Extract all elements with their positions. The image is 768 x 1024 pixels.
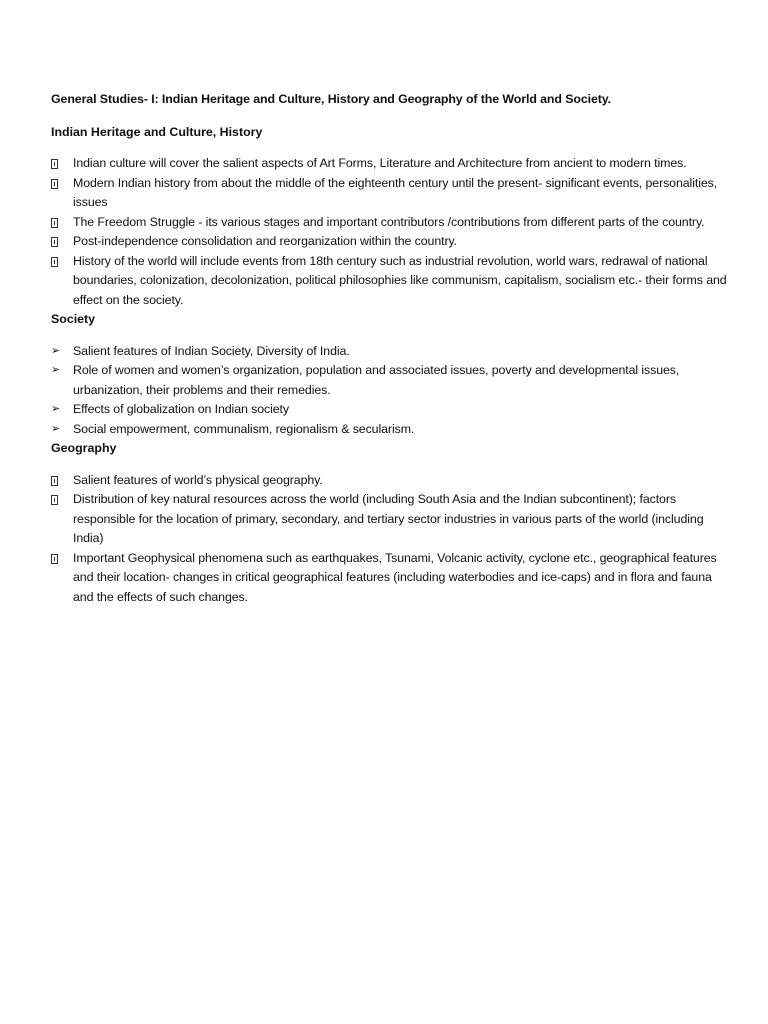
list-item-text: Role of women and women’s organization, population and associated issues, poverty and developmental issues, urbanization, their problems and their remedies. — [73, 363, 680, 397]
box-bullet-icon — [51, 174, 65, 196]
list-item — [51, 174, 728, 213]
list-item — [51, 420, 728, 440]
list-item-text: Distribution of key natural resources across the world (including South Asia and the Indian subcontinent); factors responsible for the location of primary, secondary, and tertiary sector industries in various parts of the world (including India) — [73, 492, 704, 545]
list-item — [51, 213, 728, 233]
list-item — [51, 490, 728, 549]
list-item — [51, 400, 728, 420]
box-bullet-icon — [51, 549, 65, 571]
section-heading-geography: Geography — [51, 441, 117, 455]
box-bullet-icon — [51, 232, 65, 254]
list-item — [51, 471, 728, 491]
list-item — [51, 232, 728, 252]
list-item-text: Salient features of world’s physical geography. — [73, 472, 323, 487]
society-list — [51, 342, 728, 440]
box-bullet-icon — [51, 490, 65, 512]
arrowhead-bullet-icon: ➢ — [51, 364, 61, 376]
list-item — [51, 361, 728, 400]
list-item-text: Salient features of Indian Society, Diversity of India. — [73, 343, 350, 358]
list-item — [51, 342, 728, 362]
list-item-text: Effects of globalization on Indian society — [73, 402, 289, 416]
list-item-text: Indian culture will cover the salient aspects of Art Forms, Literature and Architecture from ancient to modern times. — [73, 156, 687, 170]
list-item-text: Social empowerment, communalism, regionalism & secularism. — [73, 421, 415, 436]
arrowhead-bullet-icon: ➢ — [51, 344, 61, 357]
box-bullet-icon — [51, 154, 65, 176]
section-heading-society: Society — [51, 312, 96, 326]
box-bullet-icon — [51, 471, 65, 493]
list-item-text: The Freedom Struggle - its various stages and important contributors /contributions from different parts of the country. — [73, 214, 705, 229]
list-item-text: Modern Indian history from about the middle of the eighteenth century until the present- significant events, personalities, issues — [73, 175, 718, 209]
section-heading-heritage: Indian Heritage and Culture, History — [51, 124, 263, 139]
list-item — [51, 549, 728, 608]
arrowhead-bullet-icon: ➢ — [51, 403, 61, 415]
list-item — [51, 154, 728, 174]
arrowhead-bullet-icon: ➢ — [51, 422, 61, 435]
list-item-text: Post-independence consolidation and reorganization within the country. — [73, 234, 458, 248]
list-item — [51, 252, 728, 311]
list-item-text: History of the world will include events from 18th century such as industrial revolution, world wars, redrawal of national boundaries, colonization, decolonization, political philosophies like communism, capitalism, socialism etc.- their forms and effect on the society. — [73, 253, 727, 307]
heritage-list — [51, 154, 728, 310]
box-bullet-icon — [51, 252, 65, 274]
geography-list — [51, 471, 728, 608]
box-bullet-icon — [51, 213, 65, 235]
list-item-text: Important Geophysical phenomena such as earthquakes, Tsunami, Volcanic activity, cyclone etc., geographical features and their location- changes in critical geographical features (including waterbodies and ice-caps) and in flora and fauna and the effects of such changes. — [73, 550, 717, 604]
document-title: General Studies- I: Indian Heritage and Culture, History and Geography of the World and Society. — [51, 92, 611, 106]
